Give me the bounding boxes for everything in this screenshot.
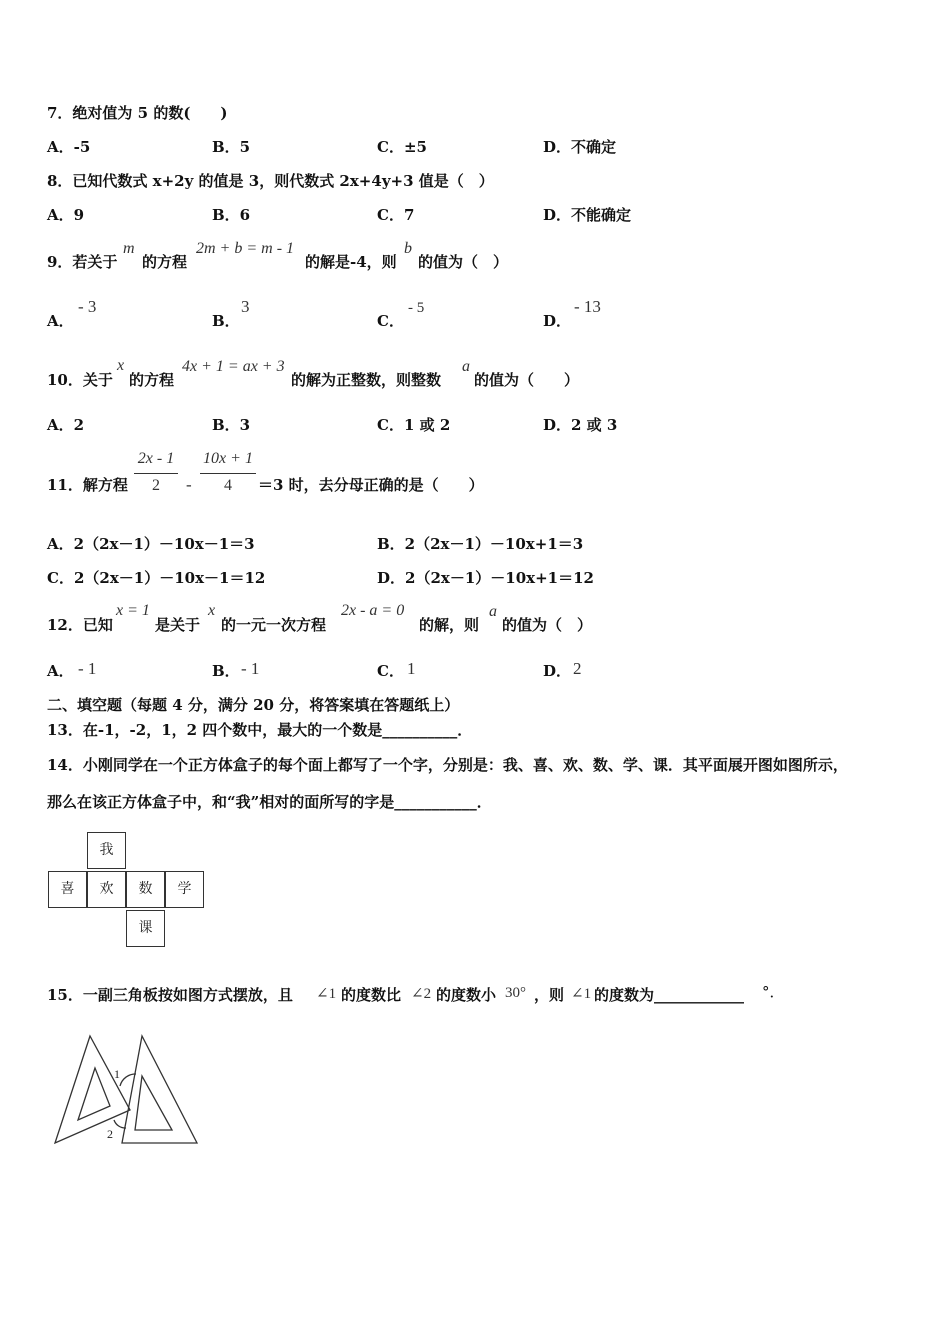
q9-value-d: - 13 [574, 297, 601, 316]
net-cell-row-3: 数 [126, 871, 165, 908]
q11-option-d: D．2（2x－1）－10x+1＝12 [377, 569, 594, 587]
q12-value-b: - 1 [241, 659, 260, 678]
q14-line-1: 14．小刚同学在一个正方体盒子的每个面上都写了一个字，分别是：我、喜、欢、数、学、课．其平面展开图如图所示， [47, 756, 848, 774]
net-cell-row-1: 喜 [48, 871, 87, 908]
q12-text-3: 的一元一次方程 [221, 616, 327, 634]
q11-minus: - [186, 475, 192, 494]
q9-label-b: B． [212, 312, 240, 330]
net-cell-top: 我 [87, 832, 126, 869]
q11-option-b: B．2（2x－1）－10x+1＝3 [377, 535, 584, 553]
q9-text-2: 的方程 [142, 253, 188, 271]
q10-text-4: 的值为（ ） [474, 371, 580, 389]
q8-option-c: C．7 [377, 206, 415, 224]
q10-option-b: B．3 [212, 416, 251, 434]
q14-line-2: 那么在该正方体盒子中，和“我”相对的面所写的字是___________． [47, 793, 492, 811]
q15-text-1: 15．一副三角板按如图方式摆放，且 [47, 986, 293, 1004]
q8-option-b: B．6 [212, 206, 251, 224]
q9-text-4: 的值为（ ） [418, 253, 509, 271]
q8-stem: 8．已知代数式 x+2y 的值是 3，则代数式 2x+4y+3 值是（ ） [47, 172, 494, 190]
angle-2-label: 2 [107, 1127, 113, 1141]
q12-value-c: 1 [407, 659, 416, 678]
q7-stem: 7．绝对值为 5 的数( ) [47, 104, 228, 122]
q12-value-d: 2 [573, 659, 582, 678]
q7-option-c: C．±5 [377, 138, 427, 156]
angle-2-arc [114, 1120, 126, 1128]
q15-angle-3: ∠1 [571, 986, 592, 1002]
q11-fraction-2-bar [200, 473, 256, 474]
q10-option-c: C．1 或 2 [377, 416, 451, 434]
q11-text-1: 11．解方程 [47, 476, 128, 494]
q12-text-1: 12．已知 [47, 616, 113, 634]
q12-equation: 2x - a = 0 [341, 602, 405, 619]
q9-equation: 2m + b = m - 1 [196, 240, 295, 257]
q8-option-d: D．不能确定 [543, 206, 632, 224]
q10-text-1: 10．关于 [47, 371, 113, 389]
q15-text-3: 的度数小 [436, 986, 497, 1004]
q12-label-d: D． [543, 662, 572, 680]
q11-option-c: C．2（2x－1）－10x－1＝12 [47, 569, 266, 587]
q15-text-6: °． [762, 983, 785, 1001]
q11-fraction-2-numerator: 10x + 1 [203, 450, 253, 467]
q15-text-2: 的度数比 [341, 986, 402, 1004]
q12-var-a: a [489, 603, 497, 620]
q9-text-1: 9．若关于 [47, 253, 118, 271]
q10-equation: 4x + 1 = ax + 3 [182, 358, 285, 375]
q7-option-d: D．不确定 [543, 138, 617, 156]
q12-label-c: C． [377, 662, 404, 680]
net-cell-row-2: 欢 [87, 871, 126, 908]
q11-fraction-1-numerator: 2x - 1 [137, 450, 175, 467]
q10-text-3: 的解为正整数，则整数 [291, 371, 442, 389]
section-2-heading: 二、填空题（每题 4 分，满分 20 分，将答案填在答题纸上） [47, 696, 460, 714]
q11-fraction-1-denominator: 2 [152, 477, 160, 494]
q9-text-3: 的解是-4，则 [305, 253, 397, 271]
q9-label-c: C． [377, 312, 404, 330]
q9-value-a: - 3 [78, 297, 97, 316]
q11-text-2: ＝3 时，去分母正确的是（ ） [258, 476, 484, 494]
q8-option-a: A．9 [47, 206, 85, 224]
q9-var-b: b [404, 240, 412, 257]
left-triangle-outer [55, 1036, 130, 1143]
net-cell-bottom: 课 [126, 910, 165, 947]
triangle-rulers-figure [50, 1028, 200, 1148]
q10-text-2: 的方程 [129, 371, 175, 389]
q15-degree: 30° [505, 985, 526, 1001]
q11-fraction-2-denominator: 4 [224, 477, 232, 494]
q12-text-4: 的解，则 [419, 616, 480, 634]
q11-fraction-1-bar [134, 473, 178, 474]
q12-text-2: 是关于 [155, 616, 201, 634]
q12-label-b: B． [212, 662, 240, 680]
q10-option-a: A．2 [47, 416, 85, 434]
angle-1-label: 1 [114, 1067, 120, 1081]
q13-text: 13．在-1，-2，1，2 四个数中，最大的一个数是__________． [47, 721, 473, 739]
left-triangle-inner [78, 1068, 110, 1120]
right-triangle-outer [122, 1036, 197, 1143]
q7-option-a: A．-5 [47, 138, 91, 156]
q9-label-a: A． [47, 312, 74, 330]
q15-text-5: 的度数为____________ [594, 986, 745, 1004]
net-cell-row-4: 学 [165, 871, 204, 908]
q12-label-a: A． [47, 662, 74, 680]
q12-text-5: 的值为（ ） [502, 616, 593, 634]
q12-var-x: x [208, 602, 216, 619]
q11-option-a: A．2（2x－1）－10x－1＝3 [47, 535, 255, 553]
q15-angle-2: ∠2 [411, 986, 432, 1002]
q10-var-a: a [462, 358, 470, 375]
q10-var-x: x [117, 357, 125, 374]
q12-value-a: - 1 [78, 659, 97, 678]
q15-angle-1: ∠1 [316, 986, 337, 1002]
q7-option-b: B．5 [212, 138, 251, 156]
q9-var-m: m [123, 240, 135, 257]
q15-text-4: ，则 [534, 986, 565, 1004]
q10-option-d: D．2 或 3 [543, 416, 618, 434]
q12-condition: x = 1 [116, 602, 150, 619]
q9-value-b: 3 [241, 297, 250, 316]
q9-value-c: - 5 [408, 300, 425, 316]
q9-label-d: D． [543, 312, 572, 330]
